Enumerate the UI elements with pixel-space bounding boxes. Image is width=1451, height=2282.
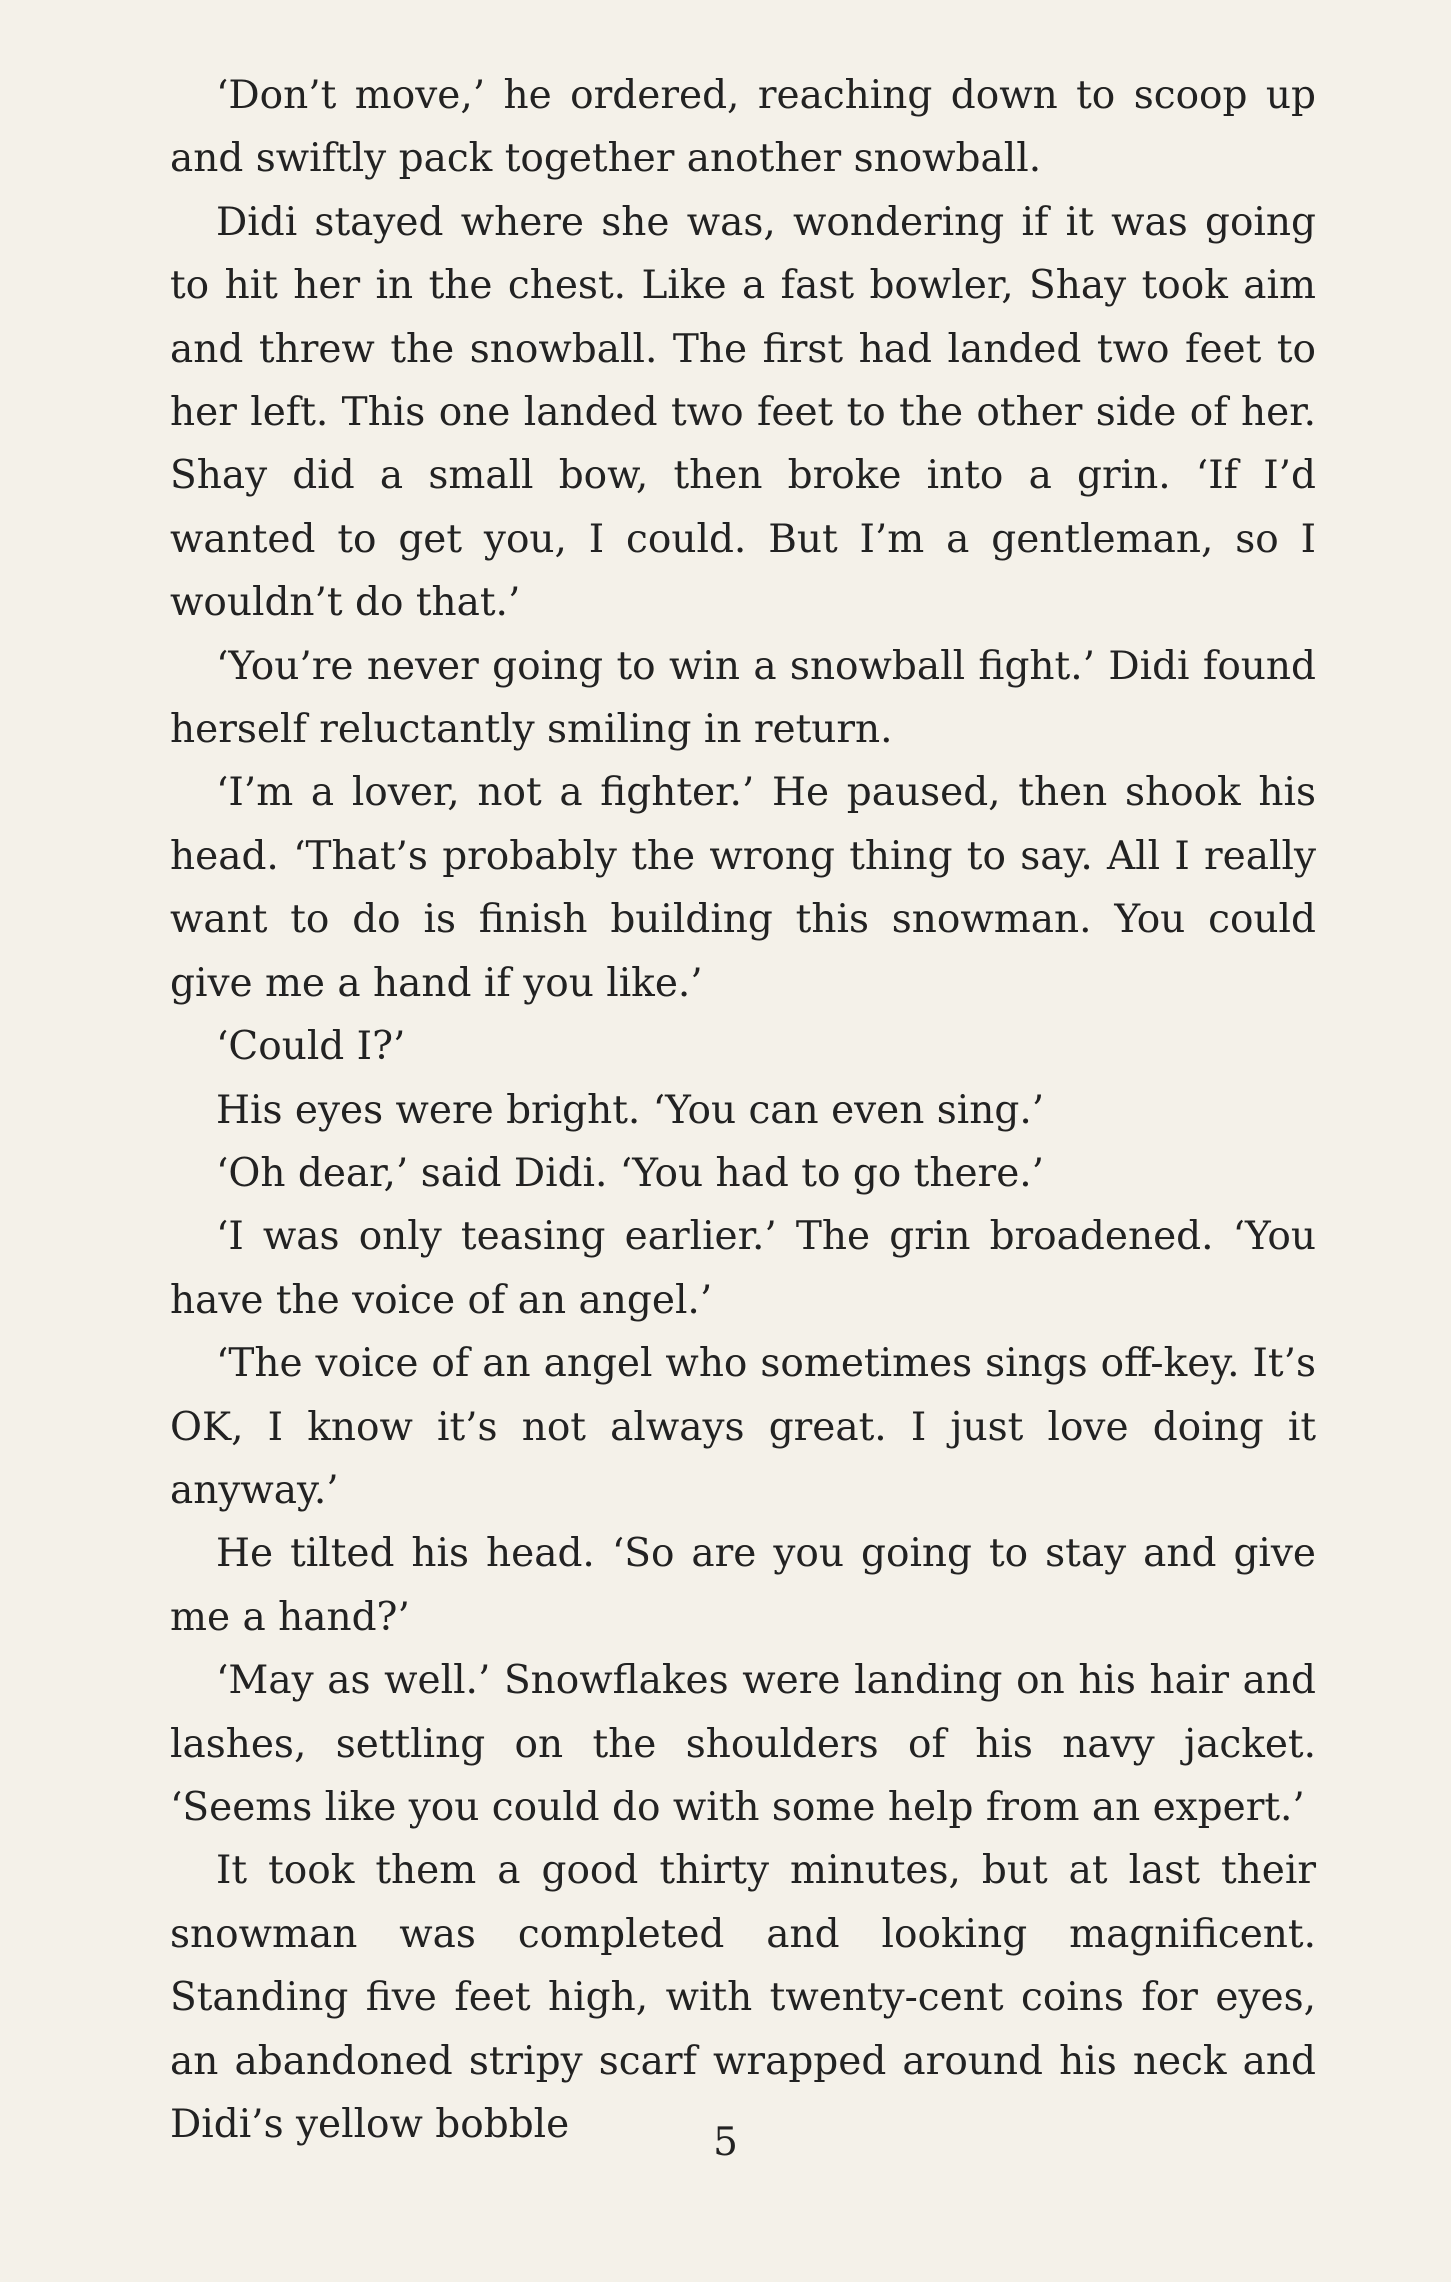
paragraph-2: Didi stayed where she was, wondering if it was going to hit her in the chest. Like a fast bowler, Shay took aim and threw the snowball. The first had landed two feet to her left. This one landed two feet to the other side of her. Shay did a small bow, then broke into a grin. ‘If I’d wanted to get you, I could. But I’m a gentleman, so I wouldn’t do that.’ [170,199,1316,626]
paragraph-5: ‘Could I?’ [216,1024,406,1070]
paragraph-9: ‘The voice of an angel who sometimes sings off-key. It’s OK, I know it’s not always great. I just love doing it anyway.’ [170,1341,1316,1513]
paragraph-12: It took them a good thirty minutes, but at last their snowman was completed and looking magnificent. Standing five feet high, with twenty-cent coins for eyes, an abandoned stripy scarf wrapped around his neck and Didi’s yellow bobble [170,1848,1316,2147]
paragraph-11: ‘May as well.’ Snowflakes were landing on his hair and lashes, settling on the shoulders of his navy jacket. ‘Seems like you could do with some help from an expert.’ [170,1658,1316,1830]
paragraph-7: ‘Oh dear,’ said Didi. ‘You had to go there.’ [216,1150,1045,1196]
page-number: 5 [713,2120,738,2165]
body-text [170,64,1316,2156]
paragraph-6: His eyes were bright. ‘You can even sing.’ [216,1087,1045,1133]
paragraph-3: ‘You’re never going to win a snowball fight.’ Didi found herself reluctantly smiling in return. [170,643,1316,753]
paragraph-1: ‘Don’t move,’ he ordered, reaching down to scoop up and swiftly pack together another snowball. [170,73,1316,182]
paragraph-4: ‘I’m a lover, not a fighter.’ He paused, then shook his head. ‘That’s probably the wrong thing to say. All I really want to do is finish building this snowman. You could give me a hand if you like.’ [170,770,1316,1006]
paragraph-10: He tilted his head. ‘So are you going to stay and give me a hand?’ [170,1531,1316,1640]
paragraph-8: ‘I was only teasing earlier.’ The grin broadened. ‘You have the voice of an angel.’ [170,1214,1316,1323]
